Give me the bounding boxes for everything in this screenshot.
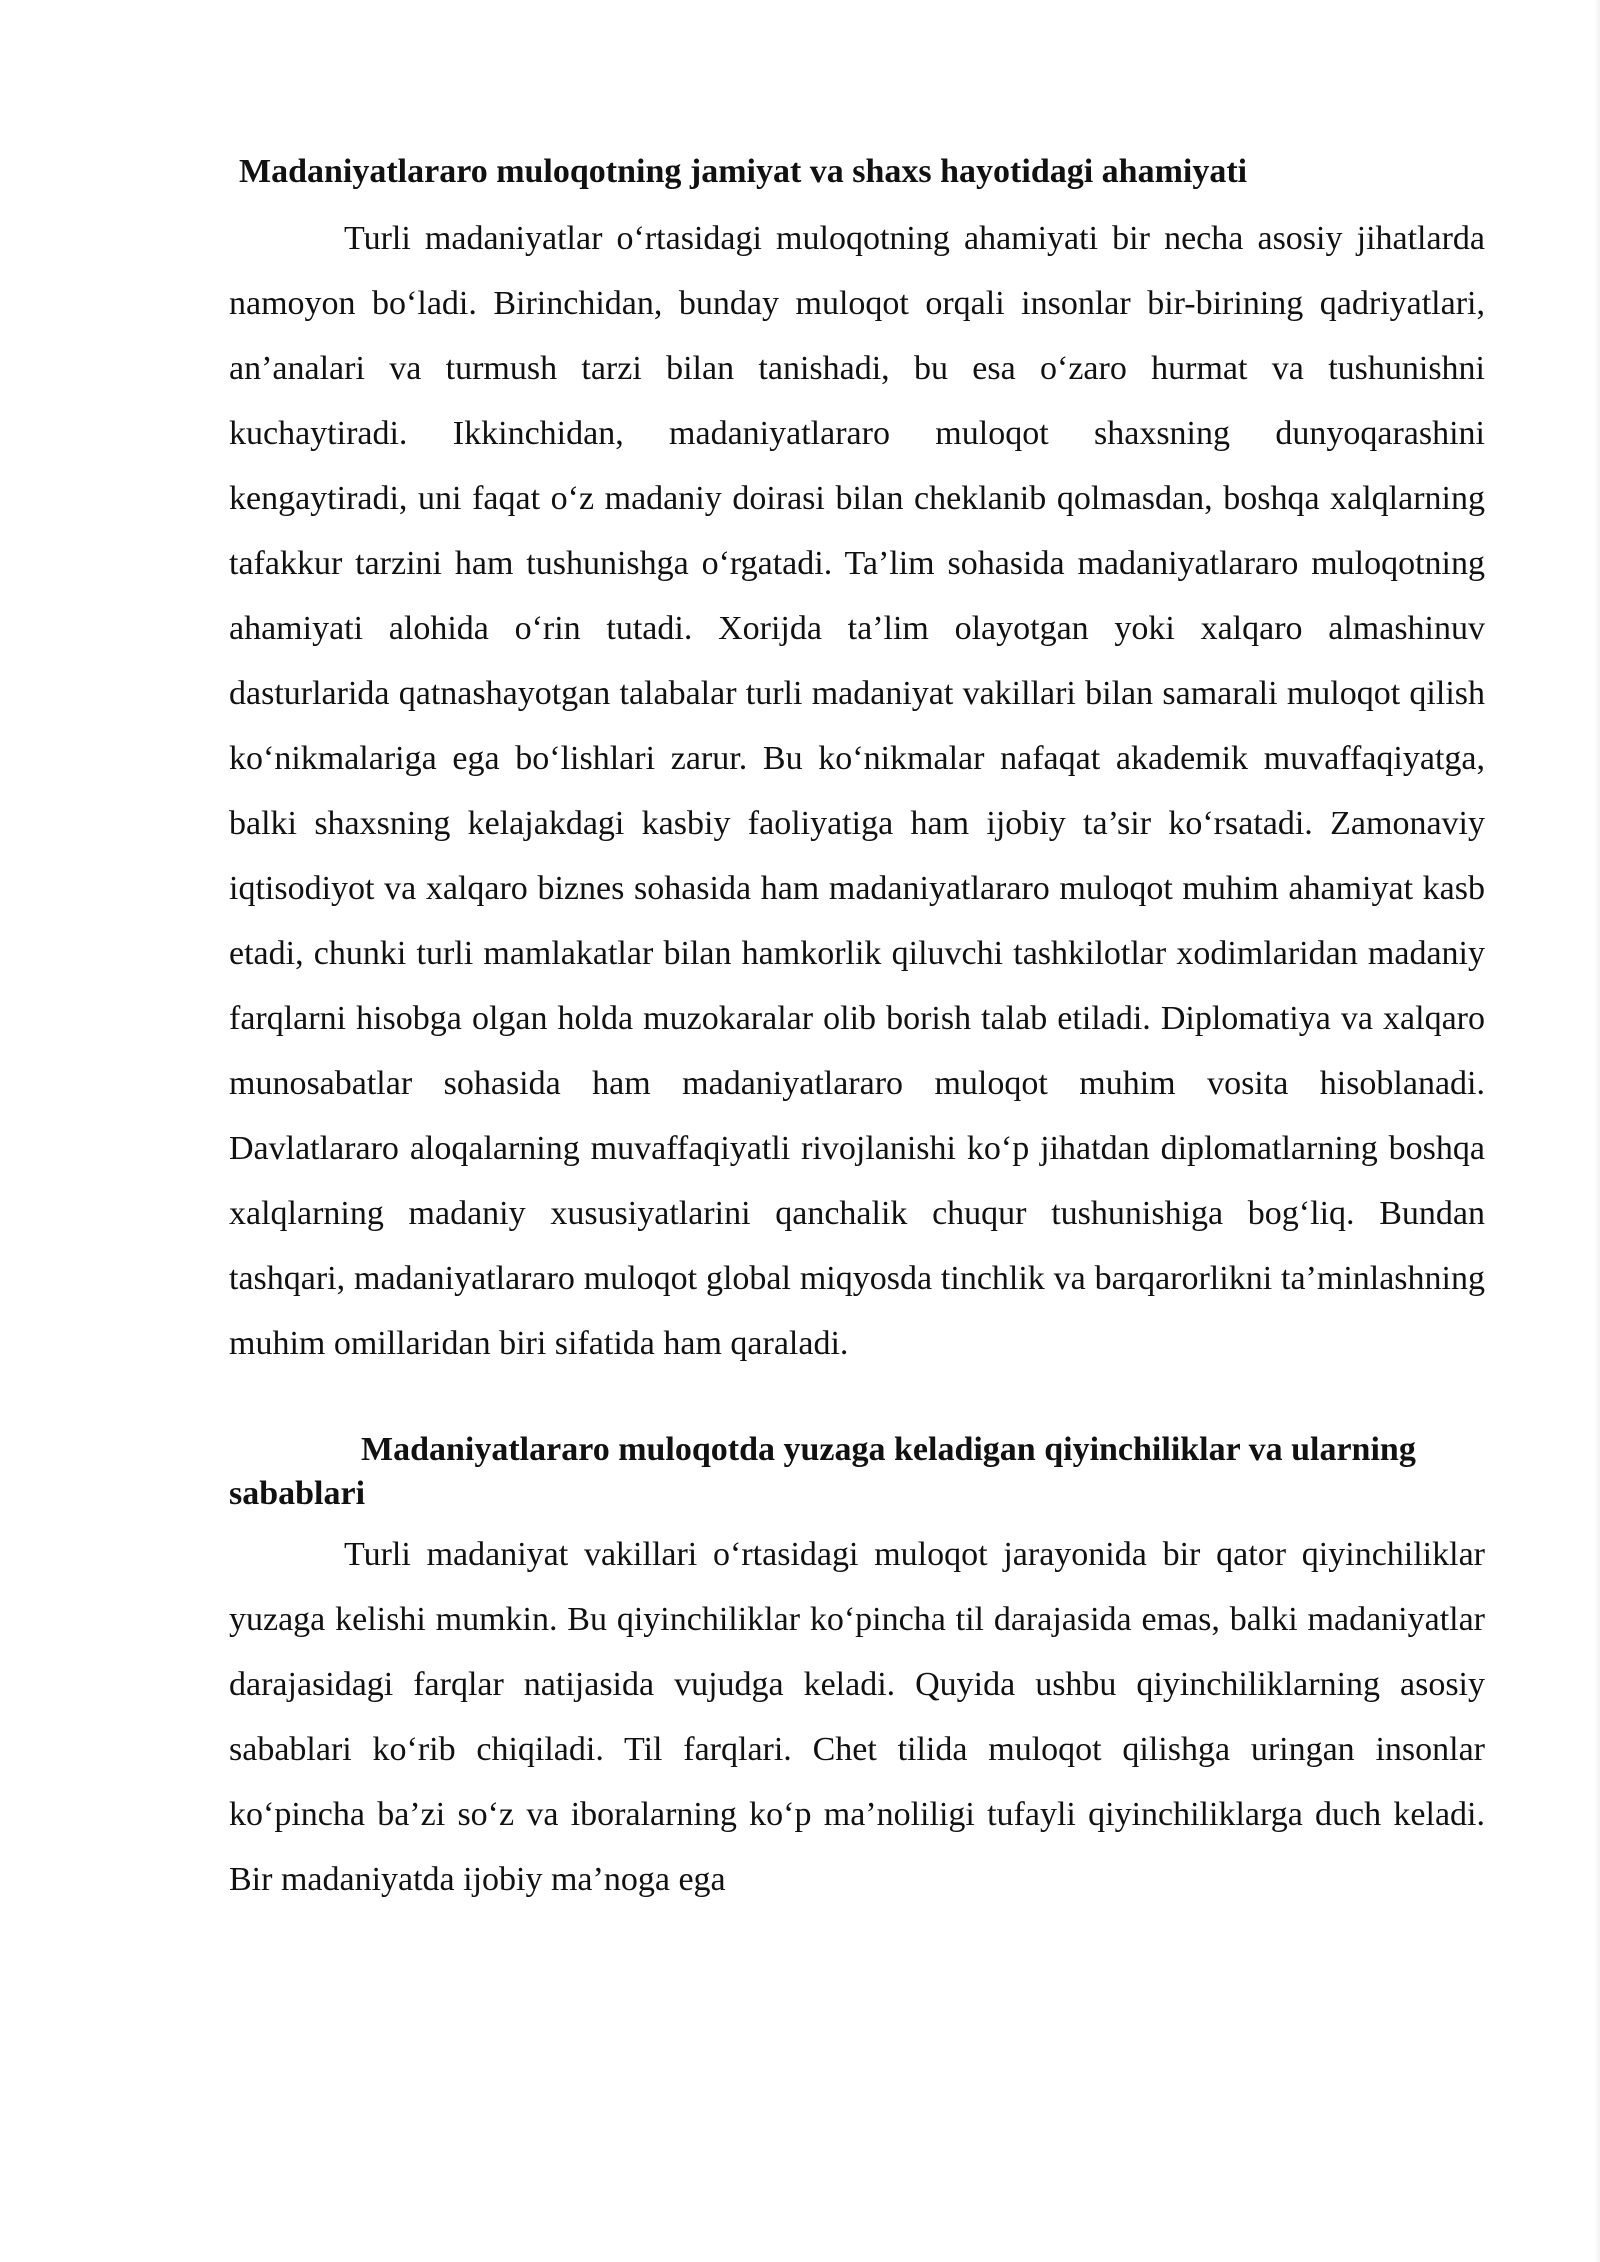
paragraph-difficulties: Turli madaniyat vakillari o‘rtasidagi muloqot jarayonida bir qator qiyinchiliklar yuzaga kelishi mumkin. Bu qiyinchiliklar ko‘pincha til darajasida emas, balki madaniyatlar darajasidagi farqlar natijasida vujudga keladi. Quyida ushbu qiyinchiliklarning asosiy sabablari ko‘rib chiqiladi. Til farqlari. Chet tilida muloqot qilishga uringan insonlar ko‘pincha ba’zi so‘z va iboralarning ko‘p ma’noliligi tufayli qiyinchiliklarga duch keladi. Bir madaniyatda ijobiy ma’noga ega [229,1536,1485,1898]
paragraph-importance: Turli madaniyatlar o‘rtasidagi muloqotning ahamiyati bir necha asosiy jihatlarda namoyon bo‘ladi. Birinchidan, bunday muloqot orqali insonlar bir-birining qadriyatlari, an’analari va turmush tarzi bilan tanishadi, bu esa o‘zaro hurmat va tushunishni kuchaytiradi. Ikkinchidan, madaniyatlararo muloqot shaxsning dunyoqarashini kengaytiradi, uni faqat o‘z madaniy doirasi bilan cheklanib qolmasdan, boshqa xalqlarning tafakkur tarzini ham tushunishga o‘rgatadi. Ta’lim sohasida madaniyatlararo muloqotning ahamiyati alohida o‘rin tutadi. Xorijda ta’lim olayotgan yoki xalqaro almashinuv dasturlarida qatnashayotgan talabalar turli madaniyat vakillari bilan samarali muloqot qilish ko‘nikmalariga ega bo‘lishlari zarur. Bu ko‘nikmalar nafaqat akademik muvaffaqiyatga, balki shaxsning kelajakdagi kasbiy faoliyatiga ham ijobiy ta’sir ko‘rsatadi. Zamonaviy iqtisodiyot va xalqaro biznes sohasida ham madaniyatlararo muloqot muhim ahamiyat kasb etadi, chunki turli mamlakatlar bilan hamkorlik qiluvchi tashkilotlar xodimlaridan madaniy farqlarni hisobga olgan holda muzokaralar olib borish talab etiladi. Diplomatiya va xalqaro munosabatlar sohasida ham madaniyatlararo muloqot muhim vosita hisoblanadi. Davlatlararo aloqalarning muvaffaqiyatli rivojlanishi ko‘p jihatdan diplomatlarning boshqa xalqlarning madaniy xususiyatlarini qanchalik chuqur tushunishiga bog‘liq. Bundan tashqari, madaniyatlararo muloqot global miqyosda tinchlik va barqarorlikni ta’minlashning muhim omillaridan biri sifatida ham qaraladi. [229,220,1485,1362]
section-heading-importance: Madaniyatlararo muloqotning jamiyat va shaxs hayotidagi ahamiyati [239,153,1248,190]
text-column [229,150,1485,1912]
section-heading-difficulties: Madaniyatlararo muloqotda yuzaga keladigan qiyinchiliklar va ularning sabablari [229,1431,1416,1512]
page-edge-shadow [1594,0,1600,2262]
